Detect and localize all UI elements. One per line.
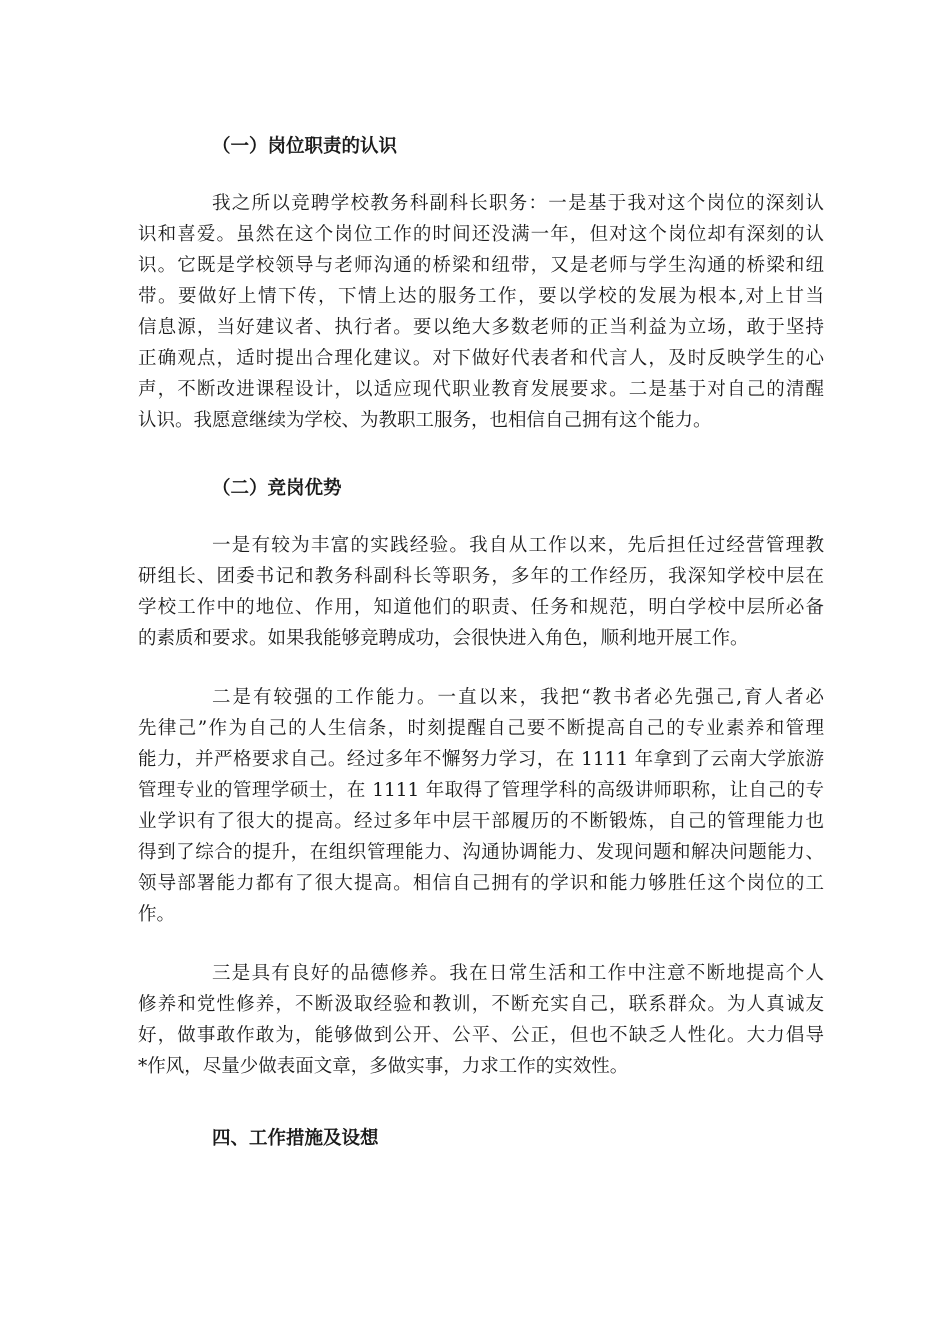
paragraph-line: 三是具有良好的品德修养。我在日常生活和工作中注意不断地提高个人 <box>212 963 824 984</box>
paragraph-line: 领导部署能力都有了很大提高。相信自己拥有的学识和能力够胜任这个岗位的工 <box>138 873 824 894</box>
paragraph-line: 业学识有了很大的提高。经过多年中层干部履历的不断锻炼，自己的管理能力也 <box>138 811 824 832</box>
paragraph-line: 二是有较强的工作能力。一直以来，我把“教书者必先强己,育人者必 <box>212 687 824 708</box>
paragraph-line: 管理专业的管理学硕士，在 1111 年取得了管理学科的高级讲师职称，让自己的专 <box>138 780 824 801</box>
paragraph-work-ability <box>138 682 824 930</box>
section-heading-work-measures: 四、工作措施及设想 <box>212 1128 379 1149</box>
paragraph-line: 一是有较为丰富的实践经验。我自从工作以来，先后担任过经营管理教 <box>212 535 824 556</box>
paragraph-line: 认识。我愿意继续为学校、为教职工服务，也相信自己拥有这个能力。 <box>138 410 712 431</box>
section-heading-competitive-advantages: （二）竞岗优势 <box>212 478 342 499</box>
paragraph-line: 声，不断改进课程设计，以适应现代职业教育发展要求。二是基于对自己的清醒 <box>138 379 824 400</box>
paragraph-line: 得到了综合的提升，在组织管理能力、沟通协调能力、发现问题和解决问题能力、 <box>138 842 824 863</box>
paragraph-line: 学校工作中的地位、作用，知道他们的职责、任务和规范，明白学校中层所必备 <box>138 597 824 618</box>
paragraph-moral-character <box>138 958 824 1082</box>
paragraph-line: 先律己”作为自己的人生信条，时刻提醒自己要不断提高自己的专业素养和管理 <box>138 718 824 739</box>
paragraph-practical-experience <box>138 530 824 654</box>
paragraph-line: 信息源，当好建议者、执行者。要以绝大多数老师的正当利益为立场，敢于坚持 <box>138 317 824 338</box>
paragraph-role-understanding <box>138 188 824 436</box>
paragraph-line: 的素质和要求。如果我能够竞聘成功，会很快进入角色，顺利地开展工作。 <box>138 628 749 649</box>
paragraph-line: 能力，并严格要求自己。经过多年不懈努力学习，在 1111 年拿到了云南大学旅游 <box>138 749 824 770</box>
paragraph-line: 识和喜爱。虽然在这个岗位工作的时间还没满一年，但对这个岗位却有深刻的认 <box>138 224 824 245</box>
paragraph-line: 带。要做好上情下传，下情上达的服务工作，要以学校的发展为根本,对上甘当 <box>138 286 824 307</box>
paragraph-line: *作风，尽量少做表面文章，多做实事，力求工作的实效性。 <box>138 1056 629 1077</box>
paragraph-line: 正确观点，适时提出合理化建议。对下做好代表者和代言人，及时反映学生的心 <box>138 348 824 369</box>
paragraph-line: 修养和党性修养，不断汲取经验和教训，不断充实自己，联系群众。为人真诚友 <box>138 994 824 1015</box>
paragraph-line: 研组长、团委书记和教务科副科长等职务，多年的工作经历，我深知学校中层在 <box>138 566 824 587</box>
paragraph-line: 好，做事敢作敢为，能够做到公开、公平、公正，但也不缺乏人性化。大力倡导 <box>138 1025 824 1046</box>
section-heading-role-understanding: （一）岗位职责的认识 <box>212 136 398 157</box>
paragraph-line: 我之所以竞聘学校教务科副科长职务：一是基于我对这个岗位的深刻认 <box>212 193 824 214</box>
paragraph-line: 作。 <box>138 904 176 925</box>
paragraph-line: 识。它既是学校领导与老师沟通的桥梁和纽带，又是老师与学生沟通的桥梁和纽 <box>138 255 824 276</box>
